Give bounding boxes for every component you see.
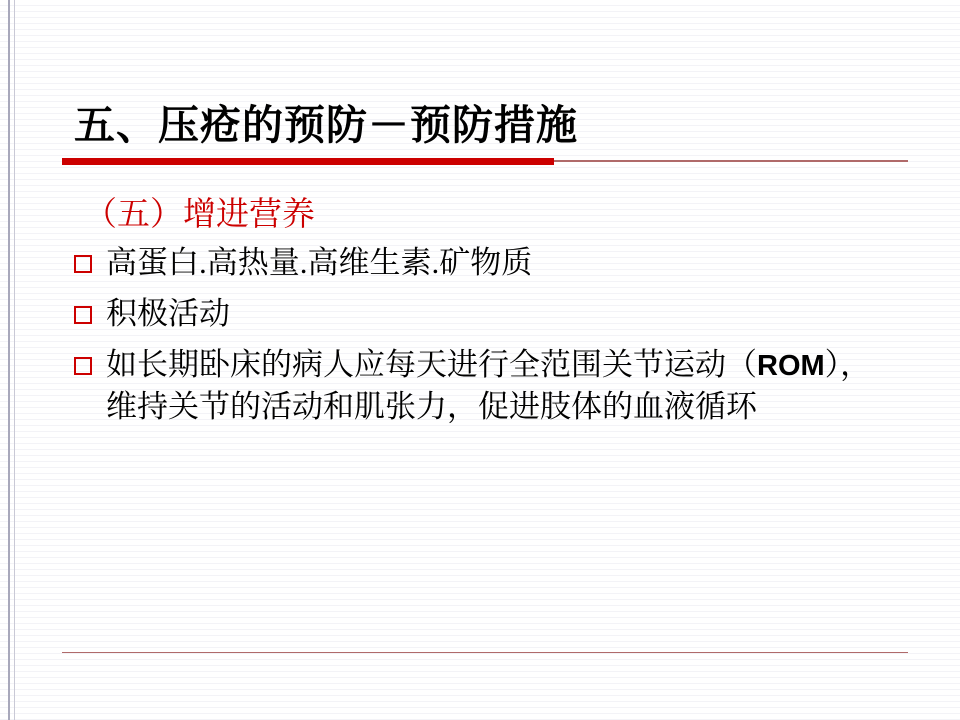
list-item-label: 高蛋白.高热量.高维生素.矿物质 bbox=[106, 245, 533, 280]
list-item bbox=[74, 242, 934, 283]
list-item-text-after: ），维持关节的活动和肌张力，促进肢体的血液循环 bbox=[106, 347, 872, 424]
left-margin-rule bbox=[8, 0, 10, 720]
bullet-list bbox=[74, 242, 934, 437]
list-item-label bbox=[106, 344, 896, 427]
list-item-label: 积极活动 bbox=[106, 296, 230, 332]
left-margin-rule-secondary bbox=[14, 0, 15, 720]
square-bullet-icon bbox=[74, 357, 92, 375]
list-item-emphasis: ROM bbox=[757, 350, 825, 383]
list-item-text-before: 如长期卧床的病人应每天进行全范围关节运动（ bbox=[106, 347, 757, 383]
list-item bbox=[74, 344, 934, 427]
square-bullet-icon bbox=[74, 255, 92, 273]
list-item bbox=[74, 293, 934, 334]
page-title: 五、压疮的预防－预防措施 bbox=[74, 102, 578, 148]
footer-rule bbox=[62, 652, 908, 653]
square-bullet-icon bbox=[74, 306, 92, 324]
title-underline-thin bbox=[554, 160, 908, 162]
section-subheading: （五）增进营养 bbox=[84, 197, 315, 233]
title-underline-accent bbox=[62, 158, 554, 165]
